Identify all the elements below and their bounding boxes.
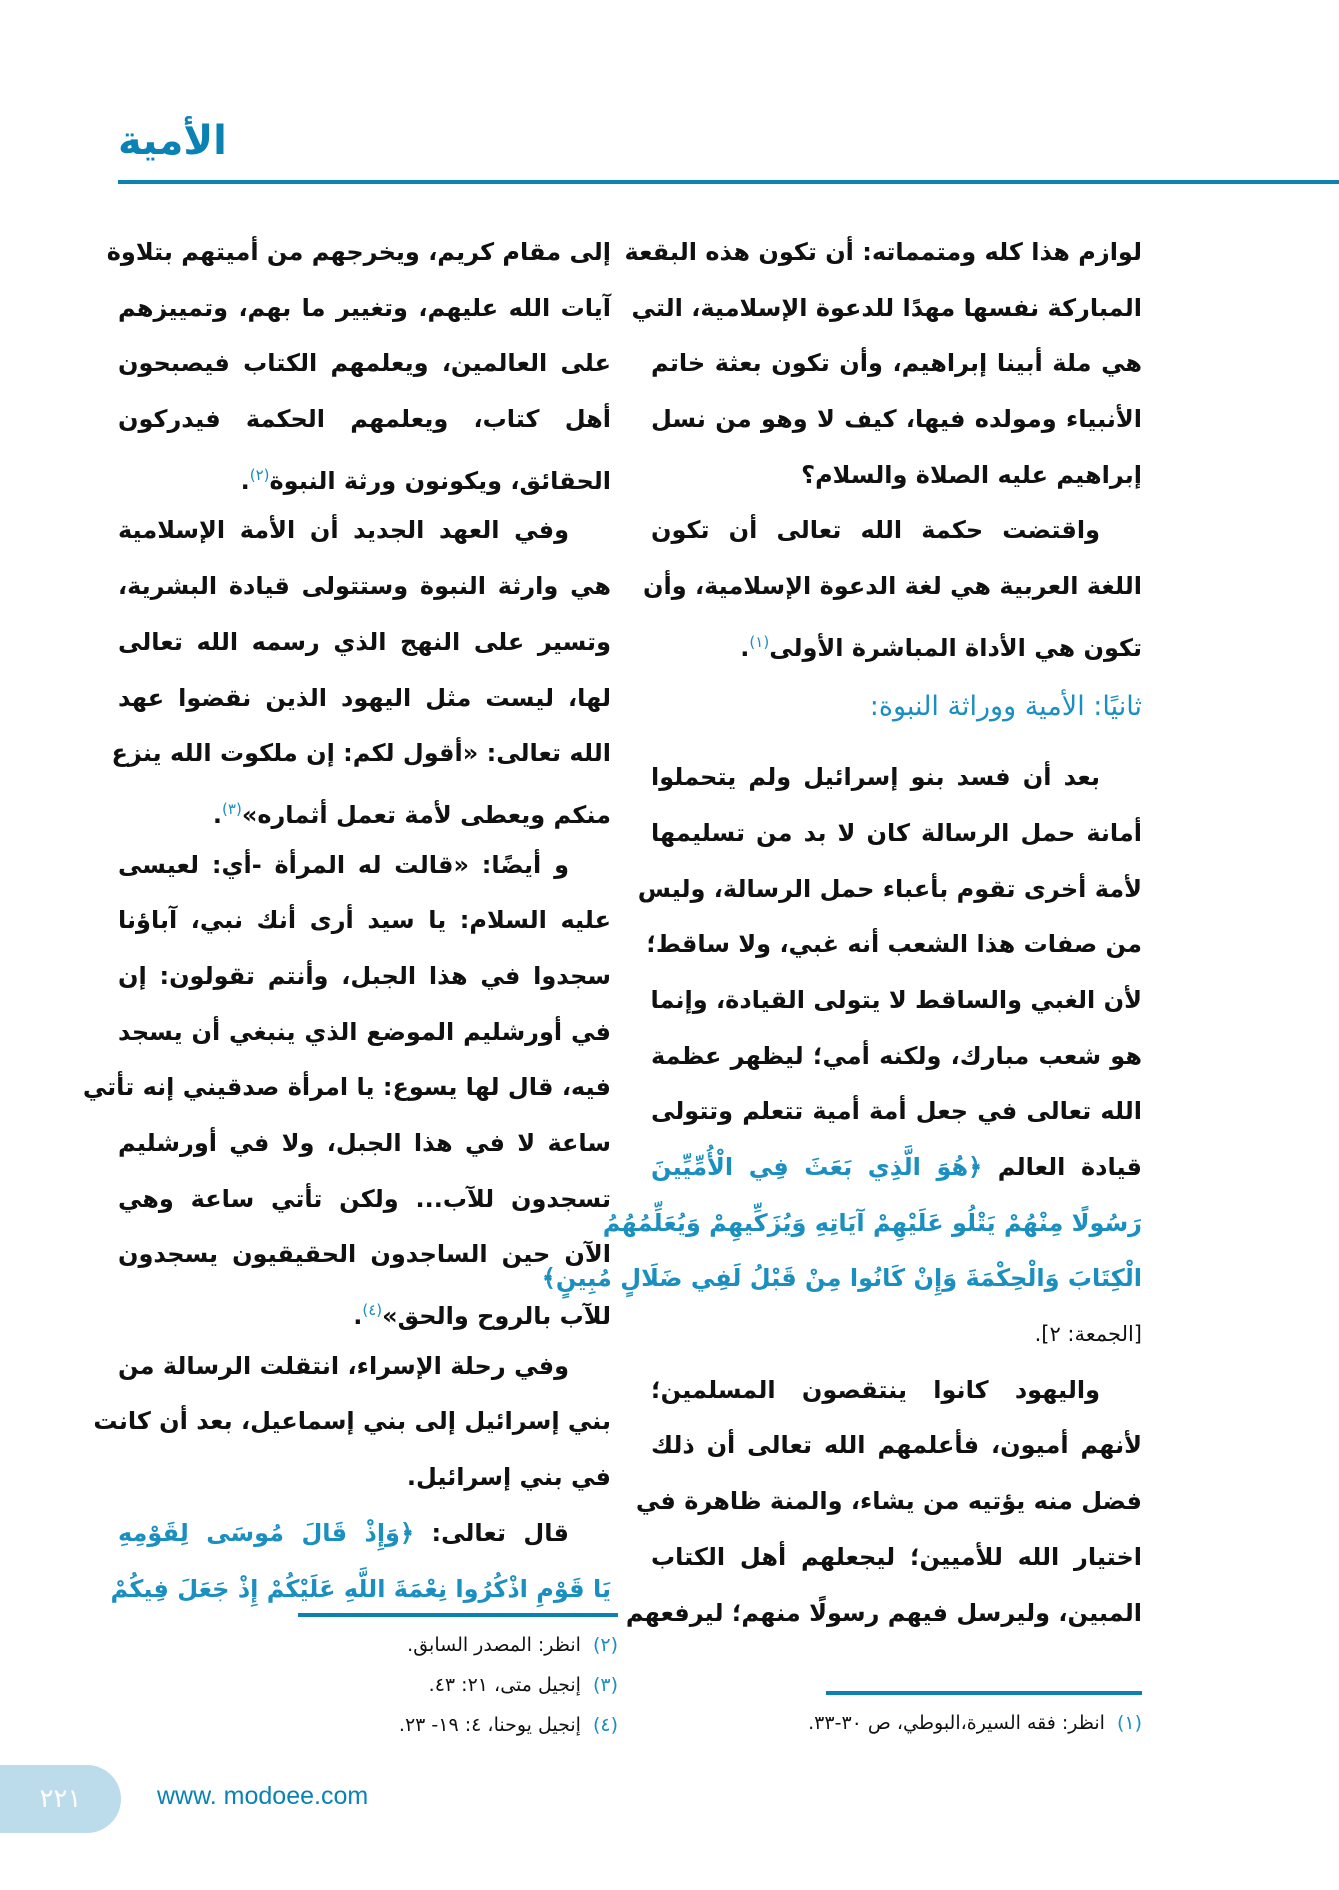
footnote xyxy=(429,1665,618,1705)
text-line xyxy=(106,225,611,281)
text-line xyxy=(118,893,611,949)
body-text: تكون هي الأداة المباشرة الأولى xyxy=(769,633,1142,662)
body-text: [الجمعة: ٢]. xyxy=(1034,1322,1142,1347)
body-text: الأنبياء ومولده فيها، كيف لا وهو من نسل xyxy=(651,405,1142,434)
text-line xyxy=(118,392,611,448)
text-line xyxy=(118,1339,611,1395)
header-rule xyxy=(118,180,1339,184)
body-text: هي وارثة النبوة وستتولى قيادة البشرية، xyxy=(118,572,611,601)
footnote-marker[interactable]: (٣) xyxy=(222,799,242,818)
quran-verse-text: رَسُولًا مِنْهُمْ يَتْلُو عَلَيْهِمْ آيَاتِهِ وَيُزَكِّيهِمْ وَيُعَلِّمُهُمُ xyxy=(602,1208,1142,1237)
running-header-title: الأمية xyxy=(118,118,227,164)
body-text: . xyxy=(240,466,250,495)
text-line xyxy=(651,448,1142,504)
text-line xyxy=(118,559,611,615)
body-text: وتسير على النهج الذي رسمه الله تعالى xyxy=(118,627,611,656)
body-text: قال تعالى: xyxy=(414,1518,569,1547)
footnote-separator-right xyxy=(826,1691,1142,1695)
body-text: الله تعالى: «أقول لكم: إن ملكوت الله ينزع xyxy=(111,739,611,768)
text-line xyxy=(651,806,1142,862)
body-text: في أورشليم الموضع الذي ينبغي أن يسجد xyxy=(118,1017,611,1046)
footnote-text: إنجيل متى، ٢١: ٤٣. xyxy=(428,1674,581,1696)
body-text: الآن حين الساجدون الحقيقيون يسجدون xyxy=(118,1240,611,1269)
text-line xyxy=(625,1586,1142,1642)
text-line xyxy=(118,615,611,671)
text-line xyxy=(118,503,611,559)
text-line xyxy=(118,281,611,337)
footnote-text: انظر: فقه السيرة،البوطي، ص ٣٠-٣٣. xyxy=(808,1712,1105,1734)
body-text: منكم ويعطى لأمة تعمل أثماره» xyxy=(241,800,611,829)
body-text: هو شعب مبارك، ولكنه أمي؛ ليظهر عظمة xyxy=(651,1041,1142,1070)
body-text: إلى مقام كريم، ويخرجهم من أميتهم بتلاوة xyxy=(106,238,611,266)
body-text: لها، ليست مثل اليهود الذين نقضوا عهد xyxy=(118,683,611,712)
text-line xyxy=(646,917,1142,973)
footnote xyxy=(808,1703,1142,1743)
text-line xyxy=(651,1084,1142,1140)
body-text: بني إسرائيل إلى بني إسماعيل، بعد أن كانت xyxy=(93,1407,611,1436)
footnote-number: (١) xyxy=(1116,1712,1142,1734)
text-line xyxy=(541,1251,1142,1307)
text-line xyxy=(651,1530,1142,1586)
text-line xyxy=(118,336,611,392)
body-text: . xyxy=(740,633,750,662)
body-text: بعد أن فسد بنو إسرائيل ولم يتحملوا xyxy=(651,763,1100,792)
text-line xyxy=(651,1418,1142,1474)
body-text: واقتضت حكمة الله تعالى أن تكون xyxy=(651,516,1100,545)
text-line xyxy=(118,1506,611,1562)
body-text: هي ملة أبينا إبراهيم، وأن تكون بعثة خاتم xyxy=(651,349,1142,378)
text-line xyxy=(651,750,1142,806)
text-line xyxy=(118,1116,611,1172)
quran-verse-text: ﴿وَإِذْ قَالَ مُوسَى لِقَوْمِهِ xyxy=(118,1518,415,1547)
body-text: في بني إسرائيل. xyxy=(406,1463,611,1492)
body-text: عليه السلام: يا سيد أرى أنك نبي، آباؤنا xyxy=(118,906,611,935)
footnote xyxy=(407,1625,618,1665)
body-text: فضل منه يؤتيه من يشاء، والمنة ظاهرة في xyxy=(635,1487,1142,1516)
text-line xyxy=(93,1394,611,1450)
body-text: الحقائق، ويكونون ورثة النبوة xyxy=(269,466,611,495)
text-line xyxy=(118,1450,611,1506)
body-text: وفي العهد الجديد أن الأمة الإسلامية xyxy=(118,516,569,545)
text-line xyxy=(110,1562,611,1618)
left-column xyxy=(82,225,611,1617)
body-text: على العالمين، ويعلمهم الكتاب فيصبحون xyxy=(118,349,611,378)
body-text: ثانيًا: الأمية ووراثة النبوة: xyxy=(869,690,1142,722)
text-line xyxy=(651,392,1142,448)
body-text: اللغة العربية هي لغة الدعوة الإسلامية، وأن xyxy=(643,572,1142,601)
text-line xyxy=(651,973,1142,1029)
body-text: أمانة حمل الرسالة كان لا بد من تسليمها xyxy=(651,818,1142,847)
body-text: المباركة نفسها مهدًا للدعوة الإسلامية، التي xyxy=(631,293,1142,322)
body-text: لأن الغبي والساقط لا يتولى القيادة، وإنما xyxy=(650,985,1142,1014)
text-line xyxy=(651,1029,1142,1085)
quran-verse-text: يَا قَوْمِ اذْكُرُوا نِعْمَةَ اللَّهِ عَلَيْكُمْ إِذْ جَعَلَ فِيكُمْ xyxy=(110,1574,611,1603)
footnote-text: انظر: المصدر السابق. xyxy=(407,1634,581,1656)
footnote-number: (٤) xyxy=(592,1714,618,1736)
footnote-marker[interactable]: (٢) xyxy=(249,465,270,484)
text-line xyxy=(651,1363,1142,1419)
body-text: و أيضًا: «قالت له المرأة -أي: لعيسى xyxy=(118,850,569,879)
text-line xyxy=(651,615,1142,671)
text-line xyxy=(631,281,1142,337)
body-text: للآب بالروح والحق» xyxy=(382,1302,611,1331)
text-line xyxy=(651,336,1142,392)
text-line xyxy=(118,1227,611,1283)
text-line xyxy=(118,1172,611,1228)
right-column xyxy=(541,225,1142,1641)
text-line xyxy=(111,726,611,782)
quran-verse-text: ﴿هُوَ الَّذِي بَعَثَ فِي الْأُمِّيِّينَ xyxy=(651,1153,983,1181)
body-text: سجدوا في هذا الجبل، وأنتم تقولون: إن xyxy=(118,961,611,990)
text-line xyxy=(118,949,611,1005)
text-line xyxy=(118,1283,611,1339)
quran-verse-text: الْكِتَابَ وَالْحِكْمَةَ وَإِنْ كَانُوا مِنْ قَبْلُ لَفِي ضَلَالٍ مُبِينٍ﴾ xyxy=(541,1264,1142,1293)
text-line xyxy=(624,225,1142,281)
body-text: واليهود كانوا ينتقصون المسلمين؛ xyxy=(651,1375,1100,1404)
body-text: اختيار الله للأميين؛ ليجعلهم أهل الكتاب xyxy=(651,1542,1142,1571)
footnote-text: إنجيل يوحنا، ٤: ١٩- ٢٣. xyxy=(398,1714,581,1736)
text-line xyxy=(635,1474,1142,1530)
section-heading xyxy=(651,679,1142,735)
footnote-number: (٣) xyxy=(592,1674,618,1696)
body-text: لوازم هذا كله ومتمماته: أن تكون هذه البقعة xyxy=(624,238,1142,266)
body-text: أهل كتاب، ويعلمهم الحكمة فيدركون xyxy=(118,405,611,434)
body-text: من صفات هذا الشعب أنه غبي، ولا ساقط؛ xyxy=(646,930,1142,959)
text-line xyxy=(637,862,1142,918)
body-text: فيه، قال لها يسوع: يا امرأة صدقيني إنه تأتي xyxy=(82,1073,611,1102)
text-line xyxy=(118,1005,611,1061)
body-text: آيات الله عليهم، وتغيير ما بهم، وتمييزهم xyxy=(118,293,611,322)
body-text: إبراهيم عليه الصلاة والسلام؟ xyxy=(801,460,1142,489)
body-text: . xyxy=(353,1302,363,1331)
text-line xyxy=(118,448,611,504)
website-link[interactable]: www. modoee.com xyxy=(157,1782,369,1810)
text-line xyxy=(651,503,1142,559)
text-line xyxy=(118,671,611,727)
text-line xyxy=(82,1060,611,1116)
verse-reference xyxy=(651,1307,1142,1363)
body-text: وفي رحلة الإسراء، انتقلت الرسالة من xyxy=(118,1351,569,1380)
body-text: . xyxy=(212,800,223,829)
body-text: تسجدون للآب... ولكن تأتي ساعة وهي xyxy=(118,1184,611,1213)
footnote xyxy=(399,1705,618,1745)
body-text: لأنهم أميون، فأعلمهم الله تعالى أن ذلك xyxy=(651,1431,1142,1460)
text-line xyxy=(118,838,611,894)
body-text: لأمة أخرى تقوم بأعباء حمل الرسالة، وليس xyxy=(637,874,1142,903)
footnote-marker[interactable]: (١) xyxy=(749,632,770,651)
body-text: المبين، وليرسل فيهم رسولًا منهم؛ ليرفعهم xyxy=(625,1598,1142,1627)
text-line xyxy=(651,1140,1142,1196)
text-line xyxy=(643,559,1142,615)
page-number: ٢٢١ xyxy=(0,1765,121,1833)
body-text: ساعة لا في هذا الجبل، ولا في أورشليم xyxy=(118,1129,611,1157)
footnote-separator-left xyxy=(298,1613,618,1617)
text-line xyxy=(118,782,611,838)
body-text: الله تعالى في جعل أمة أمية تتعلم وتتولى xyxy=(651,1097,1142,1126)
body-text: قيادة العالم xyxy=(982,1153,1142,1181)
text-line xyxy=(602,1196,1142,1252)
footnote-marker[interactable]: (٤) xyxy=(362,1301,383,1320)
footnote-number: (٢) xyxy=(592,1634,618,1656)
